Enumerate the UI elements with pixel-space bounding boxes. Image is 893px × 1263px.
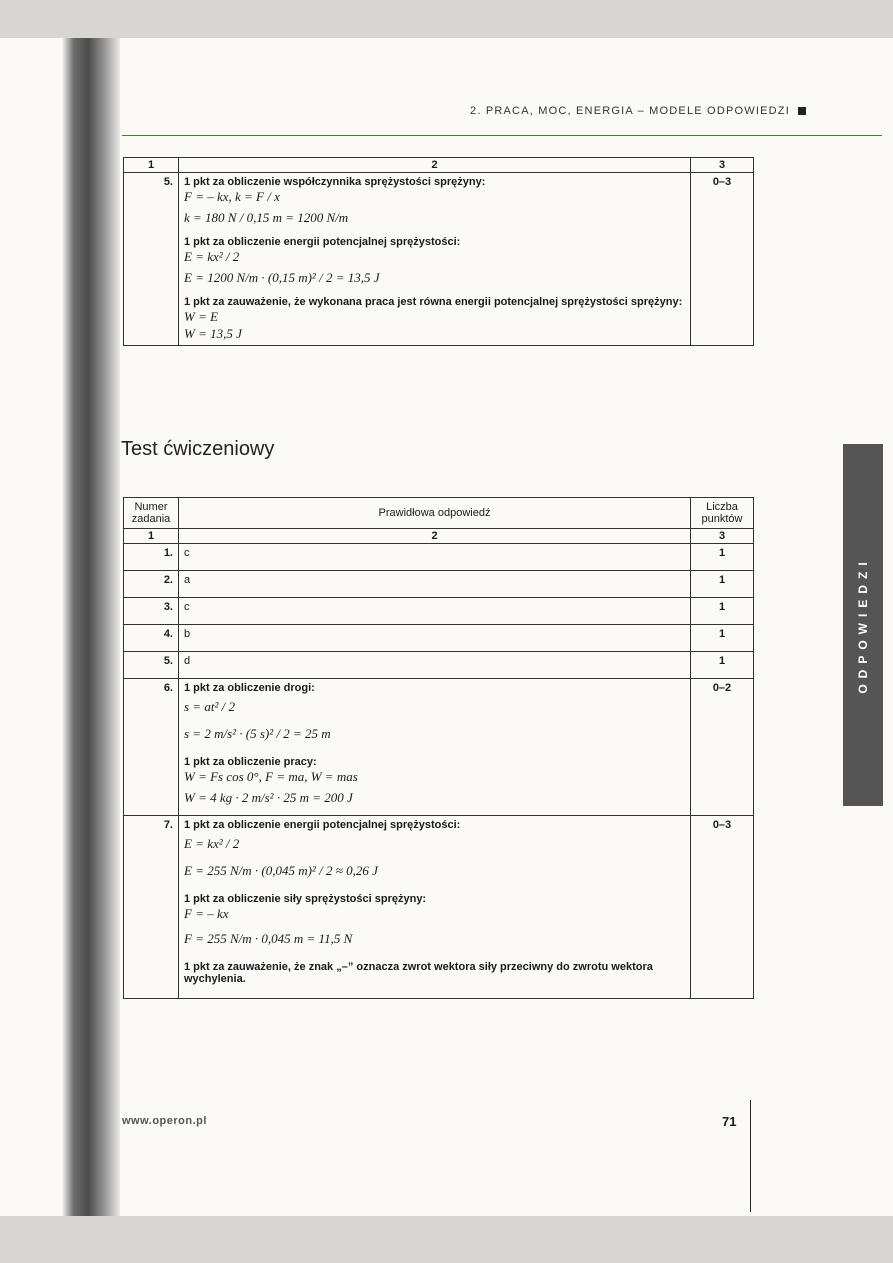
table-row xyxy=(124,544,754,571)
side-tab-label: ODPOWIEDZI xyxy=(856,556,870,694)
col-header-answer: Prawidłowa odpowiedź xyxy=(179,498,691,529)
book-gutter xyxy=(62,38,120,1216)
task-number: 2. xyxy=(124,571,179,598)
points-cell: 1 xyxy=(691,544,754,571)
page-number: 71 xyxy=(722,1114,737,1129)
col-header: 2 xyxy=(179,158,691,173)
col-index: 3 xyxy=(691,529,754,544)
table-row xyxy=(124,816,754,999)
formula: W = 13,5 J xyxy=(184,326,242,341)
formula: W = 4 kg · 2 m/s² · 25 m = 200 J xyxy=(184,790,353,805)
formula: k = 180 N / 0,15 m = 1200 N/m xyxy=(184,210,349,225)
scoring-criterion: 1 pkt za obliczenie energii potencjalnej sprężystości: xyxy=(184,819,461,831)
running-head xyxy=(470,105,806,117)
answer-cell: b xyxy=(179,625,691,652)
table-row xyxy=(124,173,754,346)
scoring-criterion: 1 pkt za obliczenie siły sprężystości sprężyny: xyxy=(184,893,427,905)
scoring-criterion: 1 pkt za obliczenie drogi: xyxy=(184,682,315,694)
square-marker-icon xyxy=(798,107,806,115)
answer-table-continued xyxy=(123,157,754,346)
table-row xyxy=(124,652,754,679)
formula: F = 255 N/m · 0,045 m = 11,5 N xyxy=(184,931,353,946)
table-header-row xyxy=(124,158,754,173)
task-number: 1. xyxy=(124,544,179,571)
scoring-criterion: 1 pkt za obliczenie energii potencjalnej sprężystości: xyxy=(184,236,461,248)
formula: s = 2 m/s² · (5 s)² / 2 = 25 m xyxy=(184,726,331,741)
points-cell: 1 xyxy=(691,598,754,625)
scoring-criterion: 1 pkt za obliczenie współczynnika sprężystości sprężyny: xyxy=(184,176,486,188)
header-rule xyxy=(122,135,882,136)
task-number: 3. xyxy=(124,598,179,625)
task-number: 6. xyxy=(124,679,179,816)
table-subheader-row xyxy=(124,529,754,544)
points-cell: 1 xyxy=(691,571,754,598)
points-cell: 1 xyxy=(691,625,754,652)
table-row xyxy=(124,625,754,652)
formula: E = 255 N/m · (0,045 m)² / 2 ≈ 0,26 J xyxy=(184,863,378,878)
col-index: 1 xyxy=(124,529,179,544)
running-title: 2. PRACA, MOC, ENERGIA – MODELE ODPOWIEDZI xyxy=(470,105,790,117)
footer-url: www.operon.pl xyxy=(122,1115,207,1127)
answer-cell xyxy=(179,173,691,346)
formula: F = – kx, k = F / x xyxy=(184,189,280,204)
col-header: 1 xyxy=(124,158,179,173)
answer-cell: c xyxy=(179,598,691,625)
table-header-row xyxy=(124,498,754,529)
answer-cell xyxy=(179,679,691,816)
task-number: 5. xyxy=(124,173,179,346)
formula: W = E xyxy=(184,309,219,324)
formula: F = – kx xyxy=(184,906,229,921)
answer-cell xyxy=(179,816,691,999)
col-header-points: Liczba punktów xyxy=(691,498,754,529)
section-side-tab xyxy=(843,444,883,806)
table-row xyxy=(124,598,754,625)
task-number: 7. xyxy=(124,816,179,999)
task-number: 4. xyxy=(124,625,179,652)
formula: s = at² / 2 xyxy=(184,699,235,714)
answer-cell: c xyxy=(179,544,691,571)
section-title: Test ćwiczeniowy xyxy=(121,438,275,460)
answer-cell: a xyxy=(179,571,691,598)
col-header-number: Numer zadania xyxy=(124,498,179,529)
task-number: 5. xyxy=(124,652,179,679)
points-cell: 1 xyxy=(691,652,754,679)
scoring-criterion: 1 pkt za obliczenie pracy: xyxy=(184,756,317,768)
points-cell: 0–3 xyxy=(691,816,754,999)
formula: W = Fs cos 0°, F = ma, W = mas xyxy=(184,769,358,784)
formula: E = kx² / 2 xyxy=(184,836,240,851)
practice-test-table xyxy=(123,497,754,999)
table-row xyxy=(124,679,754,816)
formula: E = kx² / 2 xyxy=(184,249,240,264)
answer-cell: d xyxy=(179,652,691,679)
points-cell: 0–2 xyxy=(691,679,754,816)
scoring-criterion: 1 pkt za zauważenie, że znak „–” oznacza zwrot wektora siły przeciwny do zwrotu wektora wychylenia. xyxy=(184,961,653,985)
col-index: 2 xyxy=(179,529,691,544)
col-header: 3 xyxy=(691,158,754,173)
scoring-criterion: 1 pkt za zauważenie, że wykonana praca jest równa energii potencjalnej sprężystości sprężyny: xyxy=(184,296,683,308)
points-cell: 0–3 xyxy=(691,173,754,346)
table-row xyxy=(124,571,754,598)
footer-rule xyxy=(750,1100,751,1212)
formula: E = 1200 N/m · (0,15 m)² / 2 = 13,5 J xyxy=(184,270,380,285)
